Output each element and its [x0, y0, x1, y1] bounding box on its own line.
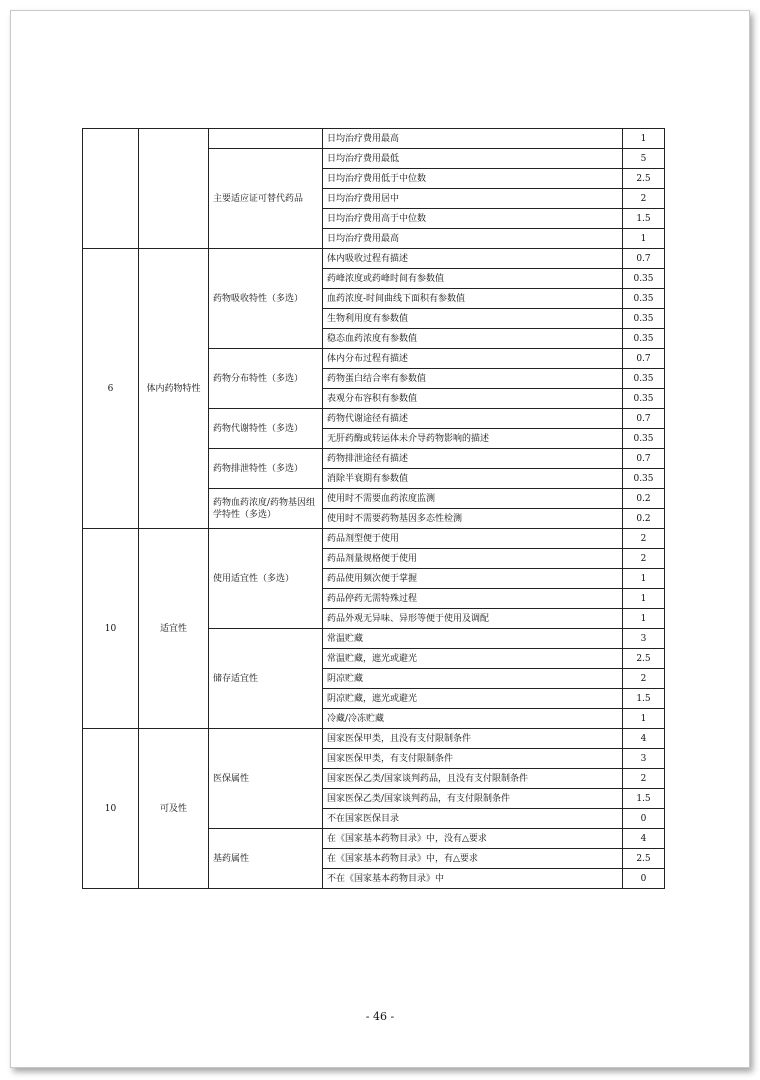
score-cell: 1.5: [623, 789, 665, 809]
criterion-cell: 使用时不需要血药浓度监测: [323, 489, 623, 509]
criterion-cell: 药品剂型便于使用: [323, 529, 623, 549]
score-cell: 2: [623, 669, 665, 689]
criterion-cell: 冷藏/冷冻贮藏: [323, 709, 623, 729]
criterion-cell: 日均治疗费用最高: [323, 229, 623, 249]
score-cell: 4: [623, 829, 665, 849]
criterion-cell: 不在国家医保目录: [323, 809, 623, 829]
score-cell: 1: [623, 609, 665, 629]
criterion-cell: 常温贮藏: [323, 629, 623, 649]
criterion-cell: 药物蛋白结合率有参数值: [323, 369, 623, 389]
criterion-cell: 表观分布容积有参数值: [323, 389, 623, 409]
score-cell: 0.35: [623, 469, 665, 489]
score-cell: 0.7: [623, 349, 665, 369]
score-cell: 1: [623, 569, 665, 589]
score-cell: 4: [623, 729, 665, 749]
sub-indicator-cell: 主要适应证可替代药品: [209, 149, 323, 249]
criterion-cell: 药品剂量规格便于使用: [323, 549, 623, 569]
criterion-cell: 无肝药酶或转运体未介导药物影响的描述: [323, 429, 623, 449]
sub-indicator-cell: 药物排泄特性（多选）: [209, 449, 323, 489]
score-cell: 0: [623, 809, 665, 829]
criterion-cell: 国家医保乙类/国家谈判药品，有支付限制条件: [323, 789, 623, 809]
sub-indicator-cell: 药物吸收特性（多选）: [209, 249, 323, 349]
score-cell: 0.7: [623, 449, 665, 469]
sub-indicator-cell: 药物血药浓度/药物基因组学特性（多选）: [209, 489, 323, 529]
criterion-cell: 稳态血药浓度有参数值: [323, 329, 623, 349]
score-cell: 2.5: [623, 649, 665, 669]
criterion-cell: 使用时不需要药物基因多态性检测: [323, 509, 623, 529]
criterion-cell: 国家医保乙类/国家谈判药品，且没有支付限制条件: [323, 769, 623, 789]
section-weight-cell: [83, 129, 139, 249]
criterion-cell: 常温贮藏，遮光或避光: [323, 649, 623, 669]
criterion-cell: 药峰浓度或药峰时间有参数值: [323, 269, 623, 289]
score-cell: 1: [623, 589, 665, 609]
section-dimension-cell: 适宜性: [139, 529, 209, 729]
score-cell: 2: [623, 549, 665, 569]
score-cell: 1: [623, 709, 665, 729]
criterion-cell: 药物排泄途径有描述: [323, 449, 623, 469]
score-cell: 0.35: [623, 429, 665, 449]
criterion-cell: 不在《国家基本药物目录》中: [323, 869, 623, 889]
score-cell: 2.5: [623, 849, 665, 869]
section-weight-cell: 10: [83, 529, 139, 729]
criterion-cell: 血药浓度-时间曲线下面积有参数值: [323, 289, 623, 309]
criterion-cell: 药品停药无需特殊过程: [323, 589, 623, 609]
criterion-cell: 生物利用度有参数值: [323, 309, 623, 329]
section-dimension-cell: 可及性: [139, 729, 209, 889]
criterion-cell: 阴凉贮藏: [323, 669, 623, 689]
score-cell: 2.5: [623, 169, 665, 189]
table-row: [83, 129, 665, 149]
score-cell: 1: [623, 129, 665, 149]
criterion-cell: 体内吸收过程有描述: [323, 249, 623, 269]
criterion-cell: 体内分布过程有描述: [323, 349, 623, 369]
criterion-cell: 在《国家基本药物目录》中，有△要求: [323, 849, 623, 869]
score-cell: 1.5: [623, 209, 665, 229]
section-dimension-cell: [139, 129, 209, 249]
criterion-cell: 日均治疗费用低于中位数: [323, 169, 623, 189]
score-cell: 0: [623, 869, 665, 889]
criterion-cell: 日均治疗费用高于中位数: [323, 209, 623, 229]
score-cell: 0.35: [623, 389, 665, 409]
sub-indicator-cell: 使用适宜性（多选）: [209, 529, 323, 629]
criterion-cell: 药品外观无异味、异形等便于使用及调配: [323, 609, 623, 629]
score-cell: 2: [623, 189, 665, 209]
criterion-cell: 日均治疗费用最高: [323, 129, 623, 149]
score-cell: 1.5: [623, 689, 665, 709]
score-cell: 0.7: [623, 249, 665, 269]
page-number: - 46 -: [365, 1010, 395, 1023]
table-row: [83, 249, 665, 269]
criterion-cell: 阴凉贮藏，遮光或避光: [323, 689, 623, 709]
sub-indicator-cell: 药物分布特性（多选）: [209, 349, 323, 409]
score-cell: 0.7: [623, 409, 665, 429]
sub-indicator-cell: 基药属性: [209, 829, 323, 889]
sub-indicator-cell: 药物代谢特性（多选）: [209, 409, 323, 449]
criterion-cell: 药品使用频次便于掌握: [323, 569, 623, 589]
score-cell: 0.35: [623, 369, 665, 389]
score-cell: 0.35: [623, 329, 665, 349]
sub-indicator-cell: [209, 129, 323, 149]
score-cell: 3: [623, 629, 665, 649]
criterion-cell: 在《国家基本药物目录》中，没有△要求: [323, 829, 623, 849]
score-cell: 0.35: [623, 269, 665, 289]
criterion-cell: 日均治疗费用最低: [323, 149, 623, 169]
score-cell: 2: [623, 769, 665, 789]
score-cell: 0.2: [623, 489, 665, 509]
score-cell: 0.2: [623, 509, 665, 529]
table-row: [83, 729, 665, 749]
criterion-cell: 国家医保甲类，有支付限制条件: [323, 749, 623, 769]
criterion-cell: 日均治疗费用居中: [323, 189, 623, 209]
table-row: [83, 529, 665, 549]
section-weight-cell: 10: [83, 729, 139, 889]
score-cell: 1: [623, 229, 665, 249]
section-dimension-cell: 体内药物特性: [139, 249, 209, 529]
criterion-cell: 药物代谢途径有描述: [323, 409, 623, 429]
score-cell: 0.35: [623, 309, 665, 329]
evaluation-table: [82, 128, 665, 889]
criterion-cell: 消除半衰期有参数值: [323, 469, 623, 489]
sub-indicator-cell: 医保属性: [209, 729, 323, 829]
criterion-cell: 国家医保甲类，且没有支付限制条件: [323, 729, 623, 749]
score-cell: 5: [623, 149, 665, 169]
score-cell: 3: [623, 749, 665, 769]
sub-indicator-cell: 储存适宜性: [209, 629, 323, 729]
score-cell: 0.35: [623, 289, 665, 309]
section-weight-cell: 6: [83, 249, 139, 529]
score-cell: 2: [623, 529, 665, 549]
